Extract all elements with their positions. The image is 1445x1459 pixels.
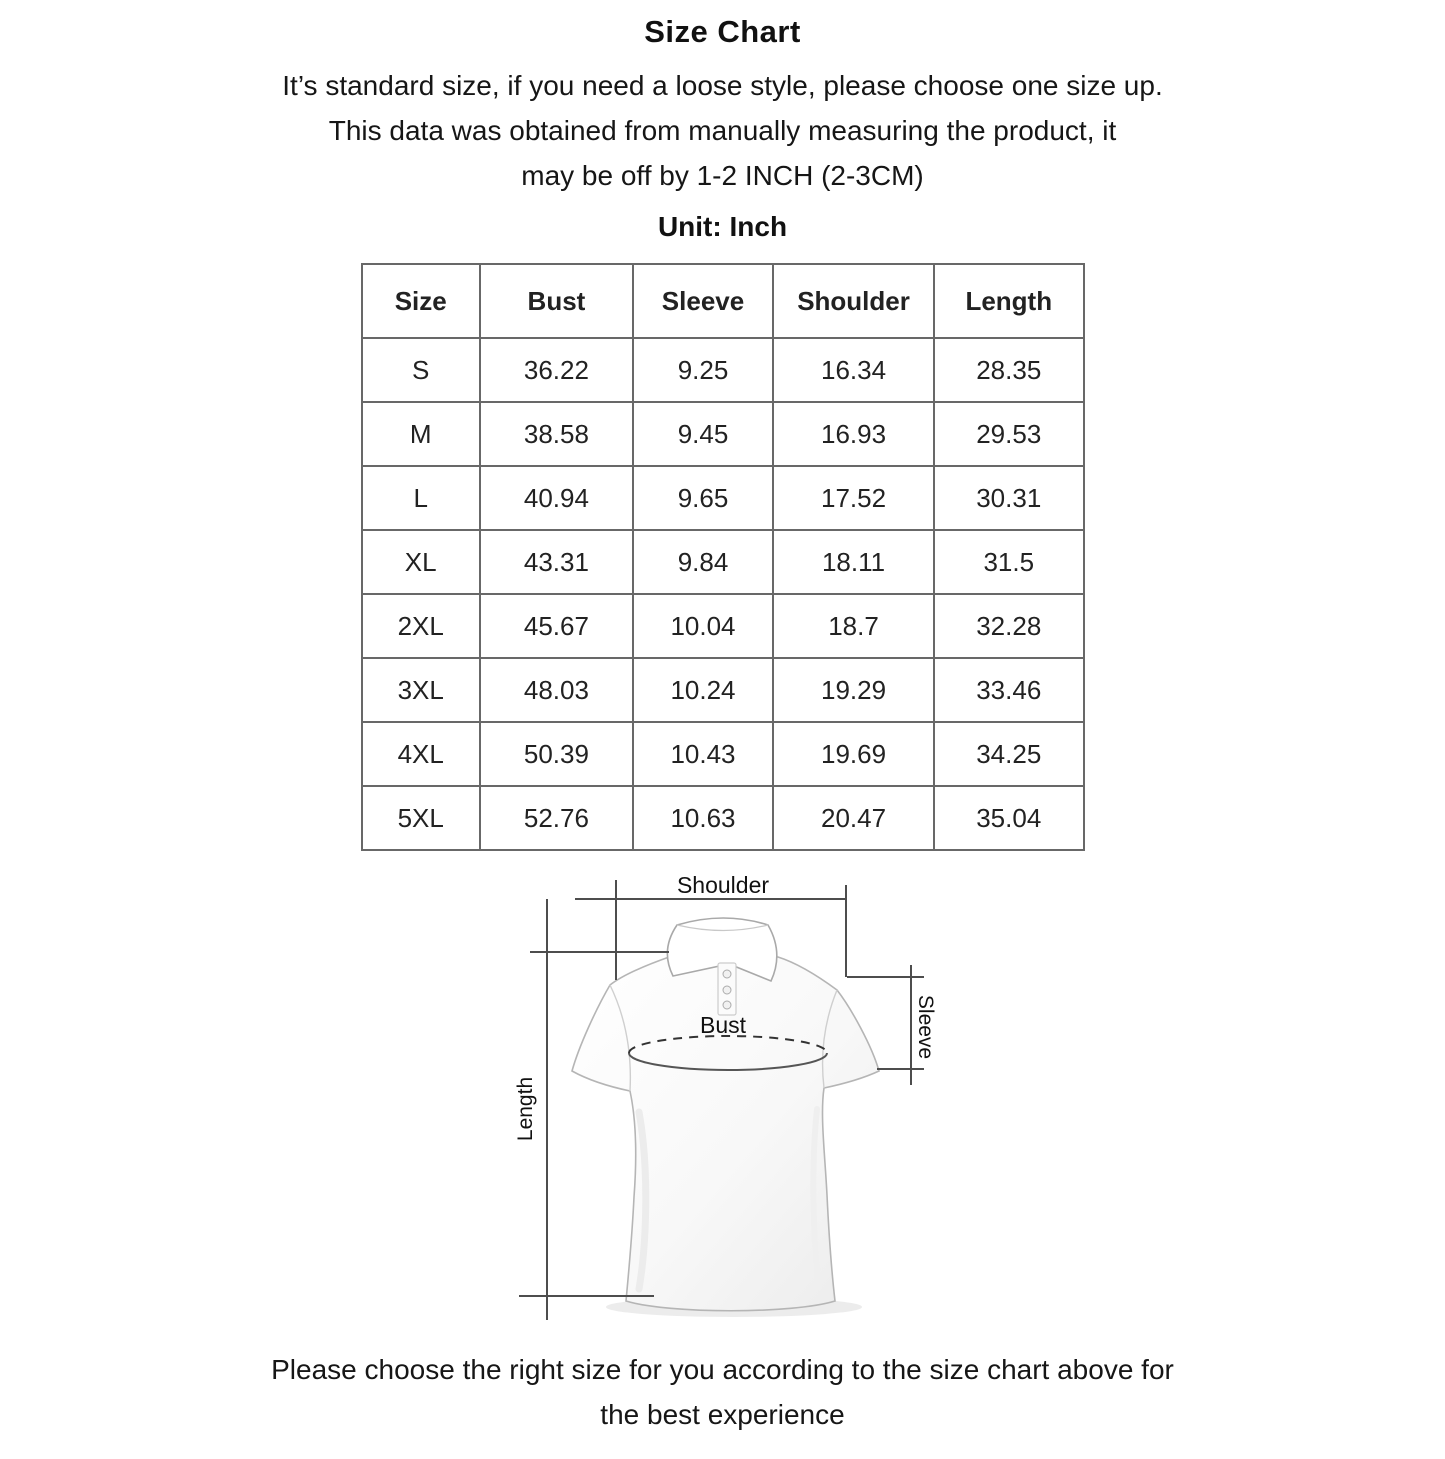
table-row [362, 466, 1084, 530]
measurement-cell: 16.93 [773, 402, 934, 466]
measurement-cell: 9.45 [633, 402, 773, 466]
measurement-cell: 9.84 [633, 530, 773, 594]
shirt-measurement-diagram [487, 857, 987, 1337]
size-chart-page [0, 14, 1445, 1459]
measurement-cell: 10.43 [633, 722, 773, 786]
size-cell: M [362, 402, 480, 466]
measurement-cell: 19.29 [773, 658, 934, 722]
length-label: Length [513, 1076, 537, 1142]
measurement-cell: 18.7 [773, 594, 934, 658]
size-cell: 2XL [362, 594, 480, 658]
measurement-cell: 28.35 [934, 338, 1083, 402]
measurement-cell: 38.58 [480, 402, 633, 466]
measurement-cell: 10.24 [633, 658, 773, 722]
size-cell: L [362, 466, 480, 530]
size-note-line-3: may be off by 1-2 INCH (2-3CM) [521, 160, 924, 191]
measurement-cell: 33.46 [934, 658, 1083, 722]
measurement-cell: 36.22 [480, 338, 633, 402]
measurement-cell: 10.04 [633, 594, 773, 658]
measurement-cell: 34.25 [934, 722, 1083, 786]
bust-label: Bust [699, 1012, 746, 1038]
measurement-cell: 9.25 [633, 338, 773, 402]
shirt-button [723, 986, 731, 994]
measurement-cell: 43.31 [480, 530, 633, 594]
size-cell: S [362, 338, 480, 402]
size-note-line-2: This data was obtained from manually measuring the product, it [328, 115, 1117, 146]
column-header: Sleeve [633, 264, 773, 338]
measurement-cell: 30.31 [934, 466, 1083, 530]
measurement-cell: 31.5 [934, 530, 1083, 594]
size-table-body [362, 338, 1084, 850]
table-row [362, 530, 1084, 594]
size-note-line-1: It’s standard size, if you need a loose style, please choose one size up. [282, 70, 1163, 101]
size-note [0, 63, 1445, 198]
table-row [362, 658, 1084, 722]
unit-label: Unit: Inch [657, 211, 788, 242]
footer-note: Please choose the right size for you according to the size chart above for the best experience [271, 1354, 1174, 1430]
table-row [362, 786, 1084, 850]
column-header: Length [934, 264, 1083, 338]
size-cell: 3XL [362, 658, 480, 722]
measurement-cell: 29.53 [934, 402, 1083, 466]
column-header: Shoulder [773, 264, 934, 338]
measurement-cell: 9.65 [633, 466, 773, 530]
shoulder-label: Shoulder [676, 872, 769, 898]
measurement-cell: 20.47 [773, 786, 934, 850]
measurement-cell: 10.63 [633, 786, 773, 850]
measurement-cell: 17.52 [773, 466, 934, 530]
measurement-cell: 19.69 [773, 722, 934, 786]
measurement-cell: 35.04 [934, 786, 1083, 850]
page-title: Size Chart [644, 14, 801, 49]
measurement-cell: 50.39 [480, 722, 633, 786]
sleeve-label: Sleeve [913, 994, 937, 1060]
table-row [362, 722, 1084, 786]
table-row [362, 338, 1084, 402]
measurement-cell: 52.76 [480, 786, 633, 850]
measurement-cell: 32.28 [934, 594, 1083, 658]
size-cell: 4XL [362, 722, 480, 786]
table-row [362, 594, 1084, 658]
table-row [362, 402, 1084, 466]
measurement-cell: 40.94 [480, 466, 633, 530]
measurement-cell: 48.03 [480, 658, 633, 722]
measurement-cell: 16.34 [773, 338, 934, 402]
measurement-cell: 18.11 [773, 530, 934, 594]
column-header: Size [362, 264, 480, 338]
column-header: Bust [480, 264, 633, 338]
shirt-button [723, 1001, 731, 1009]
size-table [361, 263, 1085, 851]
size-cell: 5XL [362, 786, 480, 850]
polo-shirt-illustration [572, 918, 879, 1311]
shirt-button [723, 970, 731, 978]
measurement-cell: 45.67 [480, 594, 633, 658]
size-cell: XL [362, 530, 480, 594]
table-header-row [362, 264, 1084, 338]
